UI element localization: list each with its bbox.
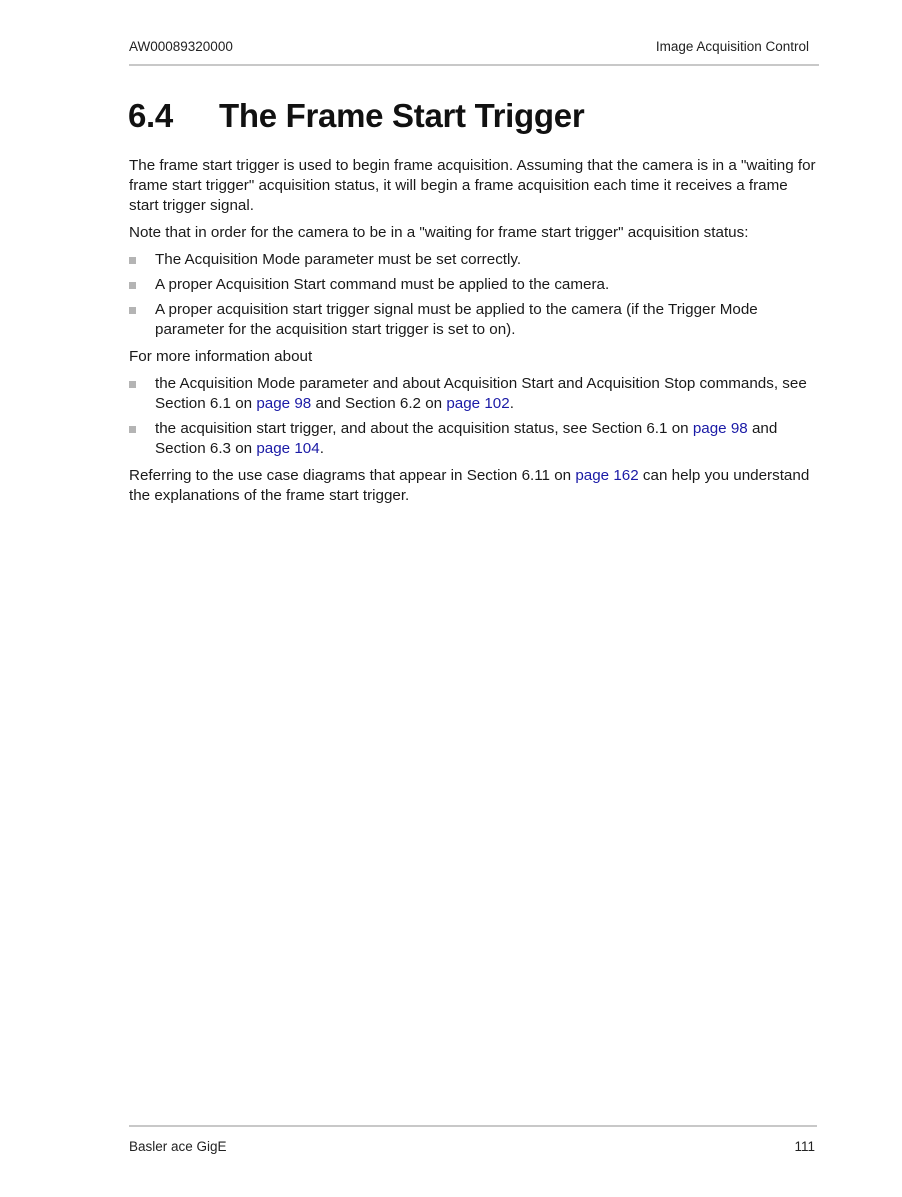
square-bullet-icon <box>129 426 136 433</box>
page-header <box>129 38 819 66</box>
intro-paragraph: The frame start trigger is used to begin frame acquisition. Assuming that the camera is in a "waiting for frame start trigger" acquisition status, it will begin a frame acquisition each time it receives a frame start trigger signal. <box>129 157 816 214</box>
page-footer <box>129 1125 817 1154</box>
square-bullet-icon <box>129 257 136 264</box>
document-number: AW00089320000 <box>129 39 233 54</box>
closing-text: can help you understand the explanations of the frame start trigger. <box>129 467 810 504</box>
section-title: The Frame Start Trigger <box>219 97 585 134</box>
list-item-text: and Section 6.2 on <box>311 395 447 412</box>
note-paragraph: Note that in order for the camera to be in a "waiting for frame start trigger" acquisition status: <box>129 224 749 241</box>
page-link[interactable]: page 102 <box>446 395 510 412</box>
page-number: 111 <box>794 1139 815 1154</box>
list-item-text: The Acquisition Mode parameter must be set correctly. <box>155 251 522 268</box>
page-link[interactable]: page 98 <box>256 395 312 412</box>
list-item <box>129 300 819 340</box>
page-link[interactable]: page 104 <box>256 440 320 457</box>
conditions-list <box>129 250 819 340</box>
list-item-text: . <box>509 395 514 412</box>
list-item <box>129 374 819 414</box>
square-bullet-icon <box>129 307 136 314</box>
page-link[interactable]: page 98 <box>692 420 748 437</box>
list-item-text: the Acquisition Mode parameter and about Acquisition Start and Acquisition Stop commands, see Section 6.1 on <box>155 375 807 412</box>
closing-paragraph <box>129 466 819 506</box>
list-item-text: the acquisition start trigger, and about the acquisition status, see Section 6.1 on <box>155 420 693 437</box>
chapter-title: Image Acquisition Control <box>655 39 809 54</box>
section-body <box>129 156 819 513</box>
page-link[interactable]: page 162 <box>575 467 639 484</box>
section-number: 6.4 <box>128 97 173 134</box>
list-item <box>129 250 819 270</box>
list-item-text: A proper Acquisition Start command must be applied to the camera. <box>155 276 610 293</box>
list-item <box>129 419 819 459</box>
product-name: Basler ace GigE <box>129 1139 227 1154</box>
closing-text: Referring to the use case diagrams that appear in Section 6.11 on <box>129 467 576 484</box>
list-item-text: . <box>319 440 324 457</box>
square-bullet-icon <box>129 381 136 388</box>
more-info-paragraph: For more information about <box>129 348 313 365</box>
info-list <box>129 374 819 459</box>
square-bullet-icon <box>129 282 136 289</box>
section-heading <box>128 97 584 135</box>
list-item-text: and Section 6.3 on <box>155 420 778 457</box>
list-item-text: A proper acquisition start trigger signal must be applied to the camera (if the Trigger Mode parameter for the acquisition start trigger is set to on). <box>155 301 758 338</box>
list-item <box>129 275 819 295</box>
